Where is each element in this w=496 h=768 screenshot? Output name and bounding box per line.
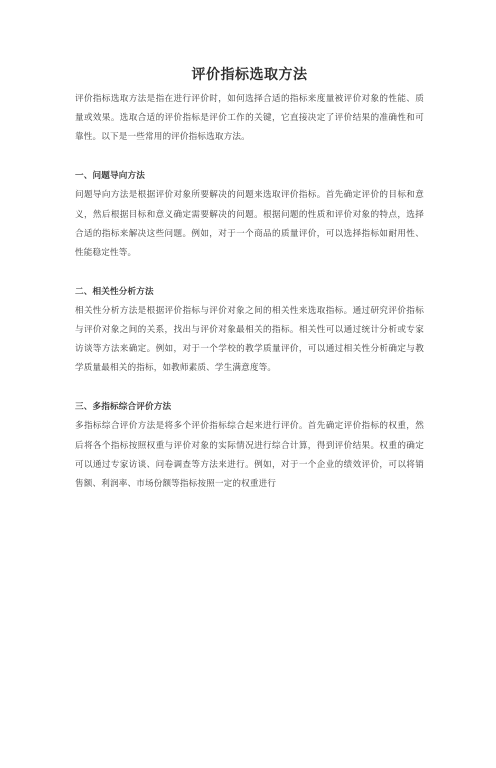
section-body-2: 相关性分析方法是根据评价指标与评价对象之间的相关性来选取指标。通过研究评价指标与评价对象之间的关系，找出与评价对象最相关的指标。相关性可以通过统计分析或专家访谈等方法来确定。例如，对于一个学校的教学质量评价，可以通过相关性分析确定与教学质量最相关的指标，如教师素质、学生满意度等。 — [75, 305, 424, 374]
document-page — [0, 66, 496, 768]
section-body-1: 问题导向方法是根据评价对象所要解决的问题来选取评价指标。首先确定评价的目标和意义，然后根据目标和意义确定需要解决的问题。根据问题的性质和评价对象的特点，选择合适的指标来解决这些问题。例如，对于一个商品的质量评价，可以选择指标如耐用性、性能稳定性等。 — [75, 190, 424, 258]
section-body-3: 多指标综合评价方法是将多个评价指标综合起来进行评价。首先确定评价指标的权重，然后将各个指标按照权重与评价对象的实际情况进行综合计算，得到评价结果。权重的确定可以通过专家访谈、问卷调查等方法来进行。例如，对于一个企业的绩效评价，可以将销售额、利润率、市场份额等指标按照一定的权重进行 — [75, 421, 424, 489]
section-heading-3: 三、多指标综合评价方法 — [75, 402, 172, 413]
document-title: 评价指标选取方法 — [191, 67, 308, 83]
spacer — [75, 263, 424, 283]
intro-paragraph: 评价指标选取方法是指在进行评价时，如何选择合适的指标来度量被评价对象的性能、质量或效果。选取合适的评价指标是评价工作的关键，它直接决定了评价结果的准确性和可靠性。以下是一些常用的评价指标选取方法。 — [75, 94, 424, 143]
spacer — [75, 148, 424, 168]
spacer — [75, 379, 424, 399]
section-heading-2: 二、相关性分析方法 — [75, 286, 154, 297]
section-heading-1: 一、问题导向方法 — [75, 171, 145, 182]
